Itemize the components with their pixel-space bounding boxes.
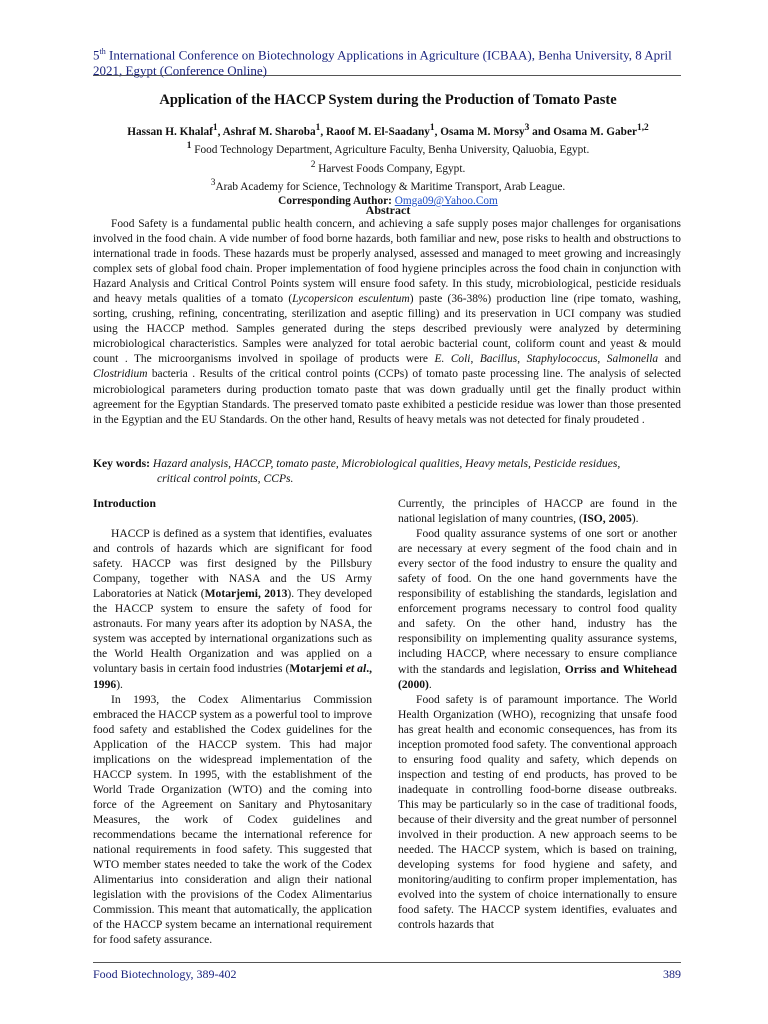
introduction-heading: Introduction	[93, 497, 156, 510]
right-paragraph-2	[398, 526, 677, 692]
intro-p1-text-c: ). They developed the HACCP system to ensure the safety of food for astronauts. For many years after its adoption by NASA, the system was accepted by international organizations such as the World Health Organization and was applied on a voluntary basis in certain food industries (	[93, 587, 372, 676]
author-1-sup: 1	[212, 123, 218, 133]
author-list	[93, 121, 683, 139]
footer-journal: Food Biotechnology, 389-402	[93, 967, 237, 981]
citation-motarjemi-1996-year: ., 1996	[93, 662, 372, 691]
header-text: International Conference on Biotechnology Applications in Agriculture (ICBAA), Benha University, 8 April 2021, Egypt (Conference Online)	[93, 47, 672, 79]
abstract-organism-3: Staphylococcus	[526, 353, 598, 366]
intro-paragraph-1	[93, 526, 372, 692]
affiliation-1-sup: 1	[186, 141, 192, 152]
author-2: , Ashraf M. Sharoba	[217, 125, 316, 138]
abstract-heading: Abstract	[365, 203, 411, 217]
header-rule	[93, 75, 681, 76]
abstract-text-2: ) paste (36-38%) production line (ripe tomato, washing, sorting, crushing, refining, concentrating, sterilization and aseptic filling) and its preservation in UCI company was studied using the HACCP method. Samples generated during the steps described previously were analyzed by determining microbiological characteristics. Samples were analyzed for total aerobic bacterial count, coliform count and yeast & mould count . The microorganisms involved in spoilage of products were	[93, 293, 681, 366]
right-p1-text-a: Currently, the principles of HACCP are found in the national legislation of many countries, (	[398, 497, 677, 526]
abstract-paragraph	[93, 217, 681, 428]
abstract-text-1: Food Safety is a fundamental public health concern, and achieving a safe supply poses major challenges for organisations involved in the food chain. A vide number of food borne hazards, both familiar and new, pose risks to health and obstructions to international trade in foods. These hazards must be properly analysed, assessed and managed to meet growing and increasingly complex sets of global food chain. Proper implementation of food hygiene principles across the food chain in conjunction with Hazard Analysis and Critical Control Points system will ensure food safety. In this study, microbiological, pesticide residuals and heavy metals qualities of a tomato (	[93, 218, 681, 306]
author-3: , Raoof M. El-Saadany	[320, 125, 430, 138]
corresponding-author-label: Corresponding Author:	[278, 195, 395, 208]
affiliation-2	[93, 158, 683, 176]
affiliation-1	[93, 139, 683, 157]
affiliation-3-sup: 3	[210, 177, 216, 188]
right-p2-text-a: Food quality assurance systems of one sort or another are necessary at every segment of the food chain and in every sector of the food industry to ensure the quality and safety of food. On the one hand governments have the responsibility of establishing the standards, legislation and enforcement programs necessary to control food quality and safety. On the other hand, industry has the responsibility on implementing quality assurance systems, including HACCP, where necessary to ensure compliance with the standards and legislation,	[398, 527, 677, 676]
affiliation-1-text: Food Technology Department, Agriculture Faculty, Benha University, Qaluobia, Egypt.	[191, 144, 590, 157]
author-5-sup: 1,2	[636, 123, 649, 133]
author-4: , Osama M. Morsy	[434, 125, 525, 138]
abstract-sep-4: and	[658, 353, 682, 366]
citation-orriss-whitehead: Orriss and Whitehead (2000)	[398, 662, 677, 691]
header-ordinal: 5	[93, 47, 100, 63]
corresponding-author-email-link[interactable]: Omga09@Yahoo.Com	[394, 195, 498, 208]
abstract-sep-3: ,	[597, 353, 607, 366]
author-4-sup: 3	[524, 123, 530, 133]
abstract-organism-2: Bacillus	[479, 353, 518, 366]
abstract-body	[93, 217, 681, 428]
affiliation-3	[93, 176, 683, 194]
author-block	[93, 121, 683, 209]
paper-title: Application of the HACCP System during the Production of Tomato Paste	[159, 92, 617, 108]
intro-paragraph-2: In 1993, the Codex Alimentarius Commission embraced the HACCP system as a powerful tool to improve food safety and established the Codex guidelines for the Application of the HACCP system. This had major implications on the widespread implementation of the HACCP system. In 1995, with the establishment of the World Trade Organization (WTO) and the coming into force of the Agreement on Sanitary and Phytosanitary Measures, the work of Codex guidelines and recommendations became the international reference for national requirements in food safety. This suggested that WTO member states needed to take the work of the Codex Alimentarius into consideration and align their national legislation with the provisions of the Codex Alimentarius Commission. This meant that automatically, the application of the HACCP system became an international requirement for food safety assurance.	[93, 692, 372, 947]
citation-iso-2005: ISO, 2005	[582, 512, 632, 526]
abstract-organism-5: Clostridium	[93, 368, 148, 381]
intro-p1-text-g: ).	[116, 677, 123, 691]
author-2-sup: 1	[315, 123, 321, 133]
abstract-organism-4: Salmonella	[606, 353, 659, 366]
keywords-text-1: Hazard analysis, HACCP, tomato paste, Microbiological qualities, Heavy metals, Pesticide residues,	[152, 457, 621, 470]
right-column	[398, 496, 677, 932]
citation-et-al: et al	[345, 662, 367, 676]
citation-motarjemi-1996-name: Motarjemi	[289, 662, 346, 676]
author-3-sup: 1	[429, 123, 435, 133]
right-p1-text-c: ).	[631, 512, 639, 526]
abstract-species: Lycopersicon esculentum	[292, 293, 410, 306]
keywords-line-2: critical control points, CCPs.	[157, 472, 294, 485]
right-paragraph-3: Food safety is of paramount importance. The World Health Organization (WHO), recognizing that unsafe food has great health and economic consequences, has from its inception promoted food safety. The conventional approach to ensuring food quality and safety, which depends on inspection and testing of end products, has proved to be inadequate in controlling food-borne disease outbreaks. This may be particularly so in the case of traditional foods, because of their diversity and the great number of personnel involved in their production. A new approach seems to be needed. The HACCP system, which is based on training, developing systems for food hygiene and safety, and monitoring/auditing to confirm proper implementation, has evolved into the system of choice internationally to ensure food safety. The HACCP system identifies, evaluates and controls hazards that	[398, 692, 677, 932]
affiliation-3-text: Arab Academy for Science, Technology & Maritime Transport, Arab League.	[215, 180, 566, 193]
keywords-block	[93, 456, 681, 486]
keywords-line-1	[93, 456, 681, 471]
intro-p1-text-a: HACCP is defined as a system that identifies, evaluates and controls of hazards which are significant for food safety. HACCP was first designed by the Pillsbury Company, together with NASA and the US Army Laboratories at Natick (	[93, 527, 372, 601]
abstract-sep-1: ,	[470, 353, 480, 366]
abstract-organism-1: E. Coli	[434, 353, 471, 366]
affiliation-2-sup: 2	[310, 159, 316, 170]
author-5: and Osama M. Gaber	[529, 125, 637, 138]
affiliation-2-text: Harvest Foods Company, Egypt.	[315, 162, 466, 175]
citation-motarjemi-2013: Motarjemi, 2013	[204, 587, 288, 601]
header-ordinal-sup: th	[99, 47, 106, 56]
keywords-label: Key words:	[93, 457, 153, 470]
right-p2-text-c: .	[428, 677, 432, 691]
footer-page-number: 389	[663, 967, 681, 981]
footer-rule	[93, 962, 681, 963]
author-1: Hassan H. Khalaf	[127, 125, 213, 138]
abstract-text-3: bacteria . Results of the critical control points (CCPs) of tomato paste processing line. The analysis of selected microbiological parameters during production tomato paste that was down gradually until get the finally product within agreement for the Egyptian Standards. The preserved tomato paste exhibited a pesticide residue was lower than those presented in the Egyptian and the EU Standards. On the other hand, Results of heavy metals was not detected for finaly proudeted .	[93, 368, 681, 426]
left-column	[93, 496, 372, 947]
right-paragraph-1	[398, 496, 677, 526]
abstract-sep-2: ,	[517, 353, 527, 366]
